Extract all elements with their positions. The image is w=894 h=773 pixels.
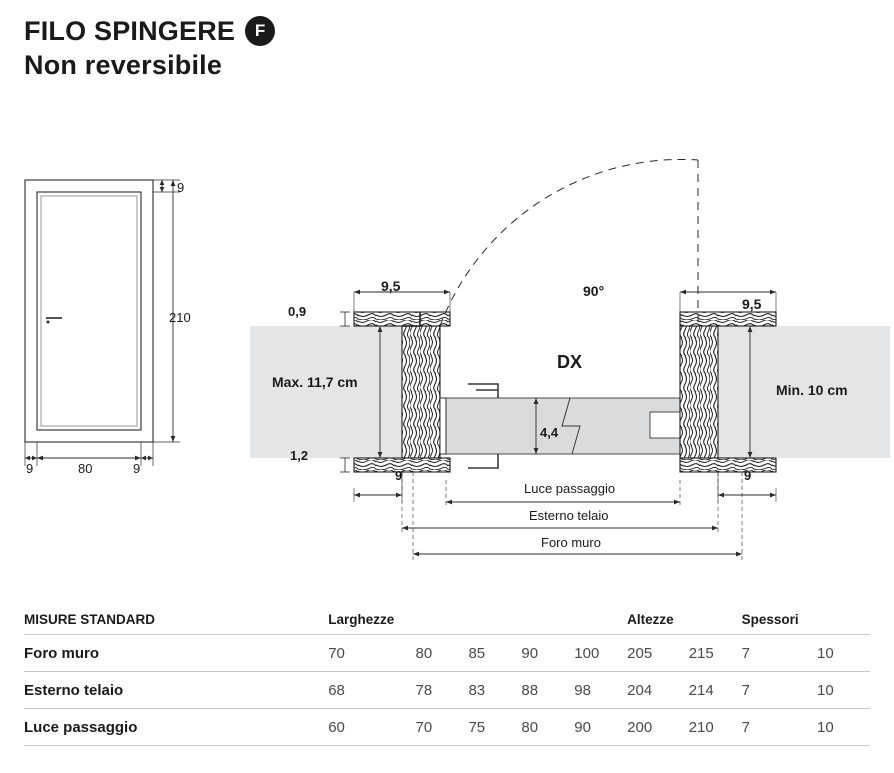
row-label-luce-passaggio: Luce passaggio [24, 709, 328, 746]
max-wall-label: Max. 11,7 cm [272, 374, 358, 390]
cell-est-spess-0: 7 [742, 672, 817, 709]
elevation-height-label: 210 [169, 310, 191, 325]
cell-luce-larg-4: 90 [574, 709, 627, 746]
leaf-thickness-label: 4,4 [540, 425, 559, 440]
cell-foro-alt-0: 205 [627, 635, 689, 672]
group-header-spacer-1 [416, 612, 469, 635]
table-header-row [24, 612, 870, 635]
cell-est-alt-0: 204 [627, 672, 689, 709]
cell-foro-larg-0: 70 [328, 635, 415, 672]
row-label-esterno-telaio: Esterno telaio [24, 672, 328, 709]
group-header-altezze: Altezze [627, 612, 674, 627]
title-line-1 [24, 14, 275, 48]
cell-foro-larg-2: 85 [468, 635, 521, 672]
cell-est-larg-2: 83 [468, 672, 521, 709]
elevation-right-jamb-label: 9 [133, 461, 141, 476]
table-row [24, 709, 870, 746]
table-row [24, 672, 870, 709]
cell-foro-larg-1: 80 [416, 635, 469, 672]
swing-angle-label: 90° [583, 283, 605, 299]
cell-luce-alt-1: 210 [689, 709, 742, 746]
page-header [24, 14, 275, 82]
cell-foro-alt-1: 215 [689, 635, 742, 672]
left-jamb-depth-label: 9 [395, 468, 403, 483]
group-header-spacer-5 [689, 612, 742, 635]
cell-luce-larg-1: 70 [416, 709, 469, 746]
cell-foro-spess-1: 10 [817, 635, 870, 672]
standard-sizes-table [24, 612, 870, 746]
min-wall-label: Min. 10 cm [776, 382, 848, 398]
elevation-width-label: 80 [78, 461, 93, 476]
page-title: FILO SPINGERE [24, 16, 236, 46]
cell-luce-spess-1: 10 [817, 709, 870, 746]
hand-label: DX [557, 352, 583, 372]
group-header-larghezze: Larghezze [328, 612, 395, 627]
cell-foro-larg-3: 90 [521, 635, 574, 672]
table-row [24, 635, 870, 672]
cell-est-larg-4: 98 [574, 672, 627, 709]
elevation-top-thickness-label: 9 [177, 180, 185, 195]
cell-est-larg-1: 78 [416, 672, 469, 709]
variant-badge: F [245, 16, 275, 46]
cell-est-spess-1: 10 [817, 672, 870, 709]
cell-luce-larg-2: 75 [468, 709, 521, 746]
cell-foro-spess-0: 7 [742, 635, 817, 672]
cell-est-alt-1: 214 [689, 672, 742, 709]
cell-est-larg-0: 68 [328, 672, 415, 709]
group-header-spessori: Spessori [741, 612, 799, 627]
cell-foro-larg-4: 100 [574, 635, 627, 672]
left-frame-width-label: 9,5 [381, 278, 401, 294]
group-header-spacer-3 [521, 612, 574, 635]
cell-est-larg-3: 88 [521, 672, 574, 709]
right-frame-width-label: 9,5 [742, 296, 762, 312]
luce-passaggio-dim-label: Luce passaggio [524, 481, 616, 496]
page-subtitle: Non reversibile [24, 50, 223, 80]
cell-luce-larg-3: 80 [521, 709, 574, 746]
elevation-left-jamb-label: 9 [26, 461, 34, 476]
foro-muro-dim-label: Foro muro [541, 535, 601, 550]
sizes-table [24, 612, 870, 746]
cell-luce-alt-0: 200 [627, 709, 689, 746]
cell-luce-spess-0: 7 [742, 709, 817, 746]
esterno-telaio-dim-label: Esterno telaio [529, 508, 609, 523]
row-label-foro-muro: Foro muro [24, 635, 328, 672]
group-header-spacer-6 [817, 612, 870, 635]
group-header-spacer-4 [574, 612, 627, 635]
table-caption: MISURE STANDARD [24, 612, 155, 627]
group-header-spacer-2 [468, 612, 521, 635]
cell-luce-larg-0: 60 [328, 709, 415, 746]
right-jamb-depth-label: 9 [744, 468, 752, 483]
bottom-panel-thickness-label: 1,2 [290, 448, 309, 463]
top-panel-thickness-label: 0,9 [288, 304, 307, 319]
door-elevation-drawing [10, 170, 210, 480]
